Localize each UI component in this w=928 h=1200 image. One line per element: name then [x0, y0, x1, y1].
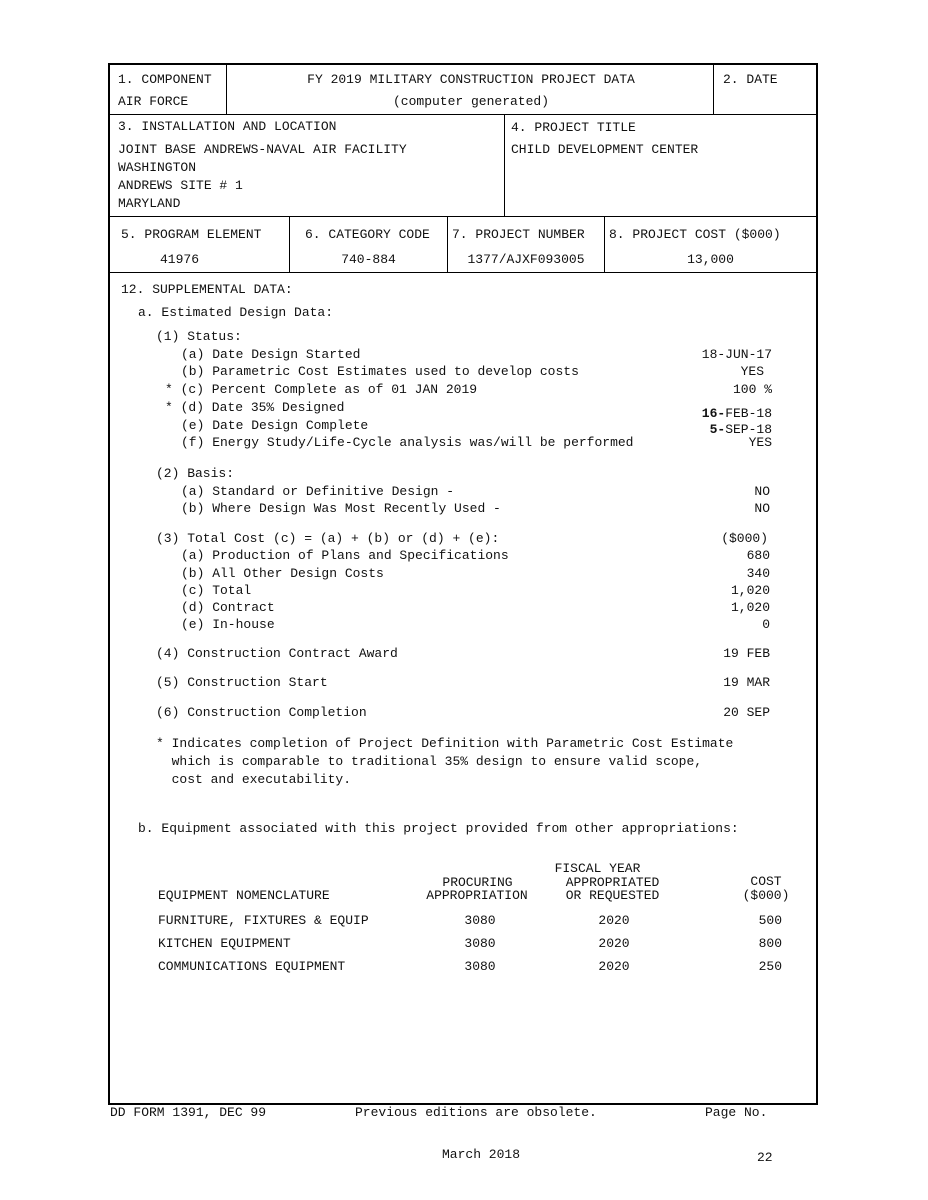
project-title-label: 4. PROJECT TITLE	[511, 120, 636, 135]
status-item-value: 18-JUN-17	[701, 347, 772, 362]
component-value: AIR FORCE	[118, 94, 189, 109]
component-label: 1. COMPONENT	[118, 72, 212, 87]
program-element-label: 5. PROGRAM ELEMENT	[121, 227, 262, 242]
total-cost-heading: (3) Total Cost (c) = (a) + (b) or (d) + (e):	[156, 531, 500, 546]
total-cost-item-value: 0	[762, 617, 770, 632]
total-cost-unit: ($000)	[721, 531, 768, 546]
installation-label: 3. INSTALLATION AND LOCATION	[118, 119, 337, 134]
equipment-col-fy: OR REQUESTED	[565, 888, 660, 903]
installation-line: MARYLAND	[118, 196, 181, 211]
status-item-label: * (d) Date 35% Designed	[165, 400, 345, 415]
status-item-value-month: FEB-18	[725, 406, 772, 421]
equipment-col-procuring: APPROPRIATION	[426, 888, 528, 903]
total-cost-item-label: (a) Production of Plans and Specifications	[181, 548, 509, 563]
project-cost-label: 8. PROJECT COST ($000)	[609, 227, 781, 242]
equipment-col-cost: ($000)	[742, 888, 790, 903]
status-item-label: * (c) Percent Complete as of 01 JAN 2019	[165, 382, 478, 397]
program-element-value: 41976	[160, 252, 200, 267]
total-cost-item-label: (e) In-house	[181, 617, 275, 632]
milestone-value: 19 FEB	[723, 646, 770, 661]
page-no-label: Page No.	[705, 1105, 768, 1120]
supplemental-heading: 12. SUPPLEMENTAL DATA:	[121, 282, 293, 297]
equipment-col-procuring: PROCURING	[442, 875, 513, 890]
design-data-heading: a. Estimated Design Data:	[138, 305, 334, 320]
status-item-value: YES	[748, 435, 772, 450]
status-item-label: (f) Energy Study/Life-Cycle analysis was/will be performed	[181, 435, 634, 450]
equipment-col-fy: APPROPRIATED	[565, 875, 660, 890]
installation-line: WASHINGTON	[118, 160, 197, 175]
total-cost-item-value: 1,020	[730, 600, 770, 615]
form-border-right	[816, 63, 818, 1105]
basis-item-value: NO	[754, 501, 770, 516]
equipment-row-name: KITCHEN EQUIPMENT	[158, 936, 291, 951]
total-cost-item-label: (d) Contract	[181, 600, 275, 615]
milestone-label: (5) Construction Start	[156, 675, 328, 690]
page-number: 22	[757, 1150, 773, 1165]
category-code-value: 740-884	[341, 252, 396, 267]
divider-col-title	[504, 114, 505, 217]
equipment-col-fy: FISCAL YEAR	[554, 861, 641, 876]
divider-row2	[108, 216, 818, 217]
status-item-label: (e) Date Design Complete	[181, 418, 369, 433]
milestone-value: 20 SEP	[723, 705, 770, 720]
milestone-label: (6) Construction Completion	[156, 705, 367, 720]
date-label: 2. DATE	[723, 72, 778, 87]
form-id: DD FORM 1391, DEC 99	[110, 1105, 267, 1120]
milestone-value: 19 MAR	[723, 675, 770, 690]
document-date: March 2018	[442, 1147, 521, 1162]
footnote-line: which is comparable to traditional 35% design to ensure valid scope,	[156, 754, 703, 769]
total-cost-item-label: (c) Total	[181, 583, 252, 598]
status-item-value: 100 %	[732, 382, 772, 397]
divider-row3	[108, 272, 818, 273]
equipment-row-appropriation: 3080	[464, 936, 496, 951]
project-cost-value: 13,000	[687, 252, 734, 267]
project-number-label: 7. PROJECT NUMBER	[452, 227, 585, 242]
status-item-label: (b) Parametric Cost Estimates used to develop costs	[181, 364, 579, 379]
obsolete-notice: Previous editions are obsolete.	[355, 1105, 597, 1120]
divider-row1	[108, 114, 818, 115]
equipment-row-cost: 500	[758, 913, 782, 928]
divider-col-component	[226, 63, 227, 115]
total-cost-item-value: 680	[746, 548, 770, 563]
status-item-value-day: 5-	[709, 422, 726, 437]
total-cost-item-label: (b) All Other Design Costs	[181, 566, 384, 581]
footnote-line: cost and executability.	[156, 772, 352, 787]
equipment-row-appropriation: 3080	[464, 959, 496, 974]
equipment-col-nomenclature: EQUIPMENT NOMENCLATURE	[158, 888, 330, 903]
total-cost-item-value: 340	[746, 566, 770, 581]
equipment-row-fy: 2020	[598, 913, 630, 928]
total-cost-item-value: 1,020	[730, 583, 770, 598]
installation-line: JOINT BASE ANDREWS-NAVAL AIR FACILITY	[118, 142, 407, 157]
status-item-label: (a) Date Design Started	[181, 347, 361, 362]
equipment-row-fy: 2020	[598, 959, 630, 974]
equipment-row-cost: 800	[758, 936, 782, 951]
equipment-row-fy: 2020	[598, 936, 630, 951]
footnote-line: * Indicates completion of Project Definition with Parametric Cost Estimate	[156, 736, 734, 751]
basis-item-label: (a) Standard or Definitive Design -	[181, 484, 455, 499]
status-heading: (1) Status:	[156, 329, 242, 344]
status-item-value-day: 16-	[701, 406, 726, 421]
equipment-col-cost: COST	[750, 874, 782, 889]
status-item-value	[640, 406, 772, 422]
category-code-label: 6. CATEGORY CODE	[305, 227, 430, 242]
basis-heading: (2) Basis:	[156, 466, 235, 481]
form-title: FY 2019 MILITARY CONSTRUCTION PROJECT DATA	[307, 72, 635, 87]
equipment-row-name: FURNITURE, FIXTURES & EQUIP	[158, 913, 369, 928]
equipment-row-name: COMMUNICATIONS EQUIPMENT	[158, 959, 346, 974]
form-border-left	[108, 63, 110, 1105]
project-number-value: 1377/AJXF093005	[467, 252, 585, 267]
basis-item-value: NO	[754, 484, 770, 499]
milestone-label: (4) Construction Contract Award	[156, 646, 398, 661]
form-border-top	[108, 63, 818, 65]
equipment-row-appropriation: 3080	[464, 913, 496, 928]
equipment-row-cost: 250	[758, 959, 782, 974]
equipment-heading: b. Equipment associated with this project provided from other appropriations:	[138, 821, 739, 836]
form-subtitle: (computer generated)	[392, 94, 550, 109]
status-item-value-month: SEP-18	[725, 422, 772, 437]
status-item-value: YES	[740, 364, 764, 379]
project-title-value: CHILD DEVELOPMENT CENTER	[511, 142, 699, 157]
basis-item-label: (b) Where Design Was Most Recently Used -	[181, 501, 501, 516]
installation-line: ANDREWS SITE # 1	[118, 178, 243, 193]
